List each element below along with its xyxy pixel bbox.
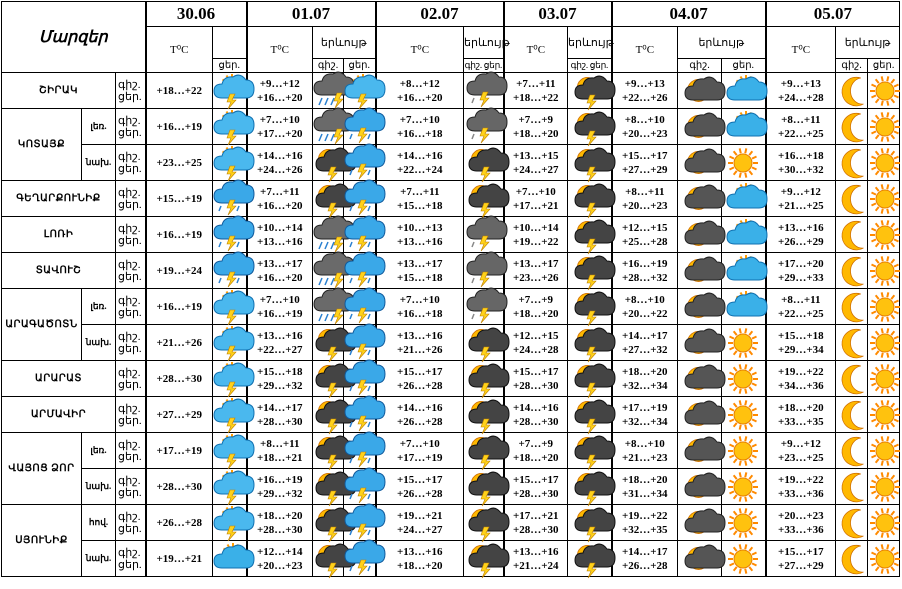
moon-storm-icon [568, 397, 612, 433]
moon-storm-icon [568, 253, 612, 289]
storm-cloud-icon [344, 361, 376, 397]
moon-storm-icon [568, 361, 612, 397]
temperature-range: +7…+9 +18…+20 [504, 289, 568, 325]
temperature-range: +7…+10 +16…+18 [376, 109, 464, 145]
moon-storm-icon [568, 181, 612, 217]
temperature-range: +8…+11 +22…+25 [766, 289, 836, 325]
region-name: ՇԻՐԱԿ [2, 73, 116, 109]
dark-cloud-storm-icon [464, 217, 504, 253]
dark-cloud-storm-icon [464, 253, 504, 289]
sun-storm-icon [213, 109, 247, 145]
temperature-range: +14…+17 +27…+32 [612, 325, 678, 361]
night-day-subheader: գիշ. ցեր. [568, 59, 612, 73]
sun-icon [722, 541, 766, 577]
dark-cloud-storm-icon [464, 73, 504, 109]
temp-header: T⁰C [376, 27, 464, 73]
subregion-label: նախ. [82, 145, 116, 181]
sun-icon [868, 109, 900, 145]
table-row [2, 541, 900, 577]
temperature-range: +14…+16 +24…+26 [247, 145, 313, 181]
phenomenon-header: երևույթ [836, 27, 900, 59]
temperature-range: +18…+20 +32…+34 [612, 361, 678, 397]
rain-night-icon [313, 109, 344, 145]
temperature-range: +15…+18 +29…+34 [766, 325, 836, 361]
temperature-range: +9…+13 +24…+28 [766, 73, 836, 109]
temperature-range: +16…+19 +28…+32 [612, 253, 678, 289]
date-header: 30.06 [146, 2, 247, 27]
storm-cloud-icon [344, 325, 376, 361]
temperature-range: +8…+12 +16…+20 [376, 73, 464, 109]
night-subheader: գիշ. [836, 59, 868, 73]
sun-cloud-icon [722, 109, 766, 145]
sun-cloud-icon [722, 181, 766, 217]
night-day-label: գիշ. ցեր. [116, 253, 146, 289]
night-day-label: գիշ. ցեր. [116, 145, 146, 181]
temperature-range: +17…+20 +29…+33 [766, 253, 836, 289]
moon-icon [836, 361, 868, 397]
sun-storm-icon [213, 289, 247, 325]
moon-storm-icon [568, 469, 612, 505]
moon-cloud-icon [678, 433, 722, 469]
temperature-range: +15…+17 +26…+28 [376, 469, 464, 505]
date-header: 02.07 [376, 2, 504, 27]
sun-icon [868, 397, 900, 433]
sun-icon [868, 289, 900, 325]
table-row [2, 217, 900, 253]
temperature-value: +19…+24 [146, 253, 213, 289]
temp-header: T⁰C [612, 27, 678, 73]
sun-storm-icon [213, 433, 247, 469]
temperature-range: +7…+11 +15…+18 [376, 181, 464, 217]
dark-cloud-storm-icon [464, 289, 504, 325]
temperature-range: +7…+11 +18…+22 [504, 73, 568, 109]
dark-cloud-storm-icon [464, 109, 504, 145]
region-column-header: Մարզեր [2, 2, 146, 73]
temperature-range: +12…+14 +20…+23 [247, 541, 313, 577]
table-row [2, 505, 900, 541]
moon-icon [836, 253, 868, 289]
moon-storm-icon [464, 433, 504, 469]
temperature-range: +14…+16 +22…+24 [376, 145, 464, 181]
storm-cloud-icon [344, 433, 376, 469]
night-day-label: գիշ. ցեր. [116, 505, 146, 541]
temperature-value: +16…+19 [146, 289, 213, 325]
moon-cloud-icon [678, 397, 722, 433]
sun-icon [868, 181, 900, 217]
blank-header [213, 27, 247, 59]
temperature-range: +16…+19 +29…+32 [247, 469, 313, 505]
sun-icon [722, 361, 766, 397]
temperature-range: +14…+16 +26…+28 [376, 397, 464, 433]
date-header: 04.07 [612, 2, 766, 27]
temperature-range: +8…+11 +20…+23 [612, 181, 678, 217]
temperature-range: +15…+17 +27…+29 [612, 145, 678, 181]
moon-storm-icon [313, 145, 344, 181]
temperature-range: +8…+11 +18…+21 [247, 433, 313, 469]
temperature-range: +18…+20 +31…+34 [612, 469, 678, 505]
temperature-range: +7…+10 +16…+19 [247, 289, 313, 325]
phenomenon-header: երևույթ [678, 27, 766, 59]
temperature-range: +14…+17 +28…+30 [247, 397, 313, 433]
subregion-label: նախ. [82, 469, 116, 505]
moon-storm-icon [313, 469, 344, 505]
moon-cloud-icon [678, 253, 722, 289]
temperature-range: +14…+17 +26…+28 [612, 541, 678, 577]
night-day-label: գիշ. ցեր. [116, 325, 146, 361]
rain-night-icon [313, 217, 344, 253]
temperature-range: +13…+16 +22…+27 [247, 325, 313, 361]
temp-header: T⁰C [504, 27, 568, 73]
region-name: ԱՐԱԳԱԾՈՏՆ [2, 289, 82, 361]
region-name: ԱՐՄԱՎԻՐ [2, 397, 116, 433]
moon-icon [836, 181, 868, 217]
moon-storm-icon [568, 433, 612, 469]
temperature-value: +26…+28 [146, 505, 213, 541]
temperature-range: +15…+17 +28…+30 [504, 469, 568, 505]
temp-header: T⁰C [766, 27, 836, 73]
sun-cloud-icon [722, 253, 766, 289]
temperature-range: +15…+18 +29…+32 [247, 361, 313, 397]
temperature-range: +13…+16 +21…+26 [376, 325, 464, 361]
storm-cloud-icon [344, 505, 376, 541]
temperature-range: +9…+12 +21…+25 [766, 181, 836, 217]
sun-icon [868, 433, 900, 469]
temperature-range: +13…+16 +26…+29 [766, 217, 836, 253]
night-day-subheader: գիշ. ցեր. [464, 59, 504, 73]
region-name: ՎԱՅՈՑ ՁՈՐ [2, 433, 82, 505]
temperature-value: +19…+21 [146, 541, 213, 577]
sun-icon [722, 145, 766, 181]
moon-storm-icon [313, 325, 344, 361]
date-header: 05.07 [766, 2, 900, 27]
storm-cloud-icon [344, 145, 376, 181]
table-row [2, 253, 900, 289]
temperature-range: +19…+21 +24…+27 [376, 505, 464, 541]
temp-header: T⁰C [146, 27, 213, 73]
temperature-value: +16…+19 [146, 217, 213, 253]
temperature-range: +8…+10 +21…+23 [612, 433, 678, 469]
region-name: ՏԱՎՈՒՇ [2, 253, 116, 289]
sun-cloud-icon [722, 73, 766, 109]
temperature-range: +7…+10 +16…+18 [376, 289, 464, 325]
region-name: ԱՐԱՐԱՏ [2, 361, 116, 397]
moon-cloud-icon [678, 181, 722, 217]
region-name: ԼՈՌԻ [2, 217, 116, 253]
sun-icon [868, 73, 900, 109]
temperature-range: +13…+17 +15…+18 [376, 253, 464, 289]
temp-header: T⁰C [247, 27, 313, 73]
temperature-range: +13…+16 +21…+24 [504, 541, 568, 577]
moon-storm-icon [568, 145, 612, 181]
sun-cloud-icon [722, 289, 766, 325]
sun-icon [722, 505, 766, 541]
night-day-label: գիշ. ցեր. [116, 361, 146, 397]
phenomenon-header: երևույթ [568, 27, 612, 59]
sun-icon [868, 469, 900, 505]
moon-icon [836, 541, 868, 577]
moon-icon [836, 433, 868, 469]
temperature-range: +13…+17 +23…+26 [504, 253, 568, 289]
storm-cloud-icon [213, 217, 247, 253]
temperature-range: +20…+23 +33…+36 [766, 505, 836, 541]
storm-cloud-icon [213, 181, 247, 217]
table-row [2, 73, 900, 109]
night-day-label: գիշ. ցեր. [116, 181, 146, 217]
moon-cloud-icon [678, 325, 722, 361]
table-row [2, 469, 900, 505]
moon-storm-icon [464, 181, 504, 217]
temperature-range: +18…+20 +28…+30 [247, 505, 313, 541]
temperature-range: +7…+11 +16…+20 [247, 181, 313, 217]
day-subheader: ցեր. [722, 59, 766, 73]
moon-icon [836, 217, 868, 253]
table-row [2, 361, 900, 397]
moon-icon [836, 325, 868, 361]
moon-cloud-icon [678, 541, 722, 577]
phenomenon-header: երևույթ [313, 27, 376, 59]
temperature-range: +19…+22 +34…+36 [766, 361, 836, 397]
temperature-range: +9…+12 +23…+25 [766, 433, 836, 469]
moon-storm-icon [464, 541, 504, 577]
rain-night-icon [313, 289, 344, 325]
sun-icon [868, 145, 900, 181]
storm-cloud-icon [344, 181, 376, 217]
subregion-label: նախ. [82, 541, 116, 577]
moon-storm-icon [313, 541, 344, 577]
temperature-value: +21…+26 [146, 325, 213, 361]
region-name: ՍՅՈՒՆԻՔ [2, 505, 82, 577]
sun-icon [868, 253, 900, 289]
moon-cloud-icon [678, 289, 722, 325]
temperature-range: +8…+10 +20…+22 [612, 289, 678, 325]
temperature-value: +17…+19 [146, 433, 213, 469]
night-day-label: գիշ. ցեր. [116, 217, 146, 253]
forecast-table [1, 1, 900, 577]
sun-storm-icon [213, 397, 247, 433]
sun-icon [722, 433, 766, 469]
moon-storm-icon [568, 217, 612, 253]
temperature-range: +17…+21 +28…+30 [504, 505, 568, 541]
moon-icon [836, 505, 868, 541]
sun-icon [868, 505, 900, 541]
night-day-label: գիշ. ցեր. [116, 541, 146, 577]
moon-storm-icon [568, 73, 612, 109]
day-subheader: ցեր. [344, 59, 376, 73]
moon-storm-icon [568, 109, 612, 145]
subregion-label: հով. [82, 505, 116, 541]
table-row [2, 109, 900, 145]
temperature-value: +28…+30 [146, 469, 213, 505]
sun-icon [868, 361, 900, 397]
moon-storm-icon [464, 361, 504, 397]
subregion-label: լեռ. [82, 109, 116, 145]
temperature-range: +18…+20 +33…+35 [766, 397, 836, 433]
table-row [2, 397, 900, 433]
temperature-range: +7…+10 +17…+19 [376, 433, 464, 469]
rain-night-icon [313, 253, 344, 289]
table-row [2, 325, 900, 361]
temperature-range: +13…+15 +24…+27 [504, 145, 568, 181]
moon-storm-icon [464, 145, 504, 181]
moon-storm-icon [313, 181, 344, 217]
temperature-range: +12…+15 +25…+28 [612, 217, 678, 253]
moon-storm-icon [313, 361, 344, 397]
temperature-range: +8…+11 +22…+25 [766, 109, 836, 145]
temperature-range: +7…+10 +17…+21 [504, 181, 568, 217]
date-header: 03.07 [504, 2, 612, 27]
temperature-range: +13…+16 +18…+20 [376, 541, 464, 577]
table-row [2, 433, 900, 469]
temperature-range: +7…+10 +17…+20 [247, 109, 313, 145]
night-day-label: գիշ. ցեր. [116, 433, 146, 469]
moon-icon [836, 145, 868, 181]
moon-storm-icon [568, 325, 612, 361]
subregion-label: լեռ. [82, 433, 116, 469]
temperature-range: +12…+15 +24…+28 [504, 325, 568, 361]
sun-storm-icon [213, 145, 247, 181]
sun-storm-icon [213, 73, 247, 109]
table-row [2, 289, 900, 325]
storm-cloud-icon [344, 469, 376, 505]
rain-night-icon [313, 73, 344, 109]
subregion-label: լեռ. [82, 289, 116, 325]
moon-icon [836, 397, 868, 433]
storm-cloud-icon [344, 397, 376, 433]
temperature-value: +28…+30 [146, 361, 213, 397]
temperature-range: +10…+14 +13…+16 [247, 217, 313, 253]
moon-icon [836, 469, 868, 505]
moon-cloud-icon [678, 361, 722, 397]
temperature-value: +16…+19 [146, 109, 213, 145]
sun-icon [722, 325, 766, 361]
moon-storm-icon [568, 505, 612, 541]
temperature-range: +16…+18 +30…+32 [766, 145, 836, 181]
phenomenon-header: երևույթ [464, 27, 504, 59]
moon-storm-icon [313, 505, 344, 541]
region-name: ԿՈՏԱՅՔ [2, 109, 82, 181]
temperature-value: +15…+19 [146, 181, 213, 217]
temperature-range: +9…+12 +16…+20 [247, 73, 313, 109]
night-subheader: գիշ. [678, 59, 722, 73]
moon-icon [836, 109, 868, 145]
subregion-label: նախ. [82, 325, 116, 361]
temperature-range: +7…+9 +18…+20 [504, 109, 568, 145]
temperature-value: +18…+22 [146, 73, 213, 109]
moon-icon [836, 73, 868, 109]
sun-icon [722, 469, 766, 505]
sun-cloud-icon [722, 217, 766, 253]
moon-storm-icon [568, 541, 612, 577]
temperature-range: +7…+9 +18…+20 [504, 433, 568, 469]
sun-icon [722, 397, 766, 433]
moon-storm-icon [568, 289, 612, 325]
temperature-range: +19…+22 +33…+36 [766, 469, 836, 505]
moon-cloud-icon [678, 109, 722, 145]
temperature-range: +9…+13 +22…+26 [612, 73, 678, 109]
sun-storm-icon [213, 325, 247, 361]
temperature-range: +13…+17 +16…+20 [247, 253, 313, 289]
moon-cloud-icon [678, 505, 722, 541]
moon-cloud-icon [678, 469, 722, 505]
moon-storm-icon [313, 433, 344, 469]
temperature-range: +8…+10 +20…+23 [612, 109, 678, 145]
moon-storm-icon [464, 397, 504, 433]
sun-storm-icon [213, 469, 247, 505]
date-header: 01.07 [247, 2, 376, 27]
storm-cloud-icon [344, 541, 376, 577]
day-subheader: ցեր. [213, 59, 247, 73]
temperature-value: +23…+25 [146, 145, 213, 181]
moon-cloud-icon [678, 145, 722, 181]
sun-icon [868, 325, 900, 361]
storm-cloud-icon [213, 253, 247, 289]
sun-cloud-icon [213, 541, 247, 577]
sun-icon [868, 217, 900, 253]
moon-storm-icon [313, 397, 344, 433]
sun-icon [868, 541, 900, 577]
sun-storm-icon [213, 361, 247, 397]
temperature-range: +10…+13 +13…+16 [376, 217, 464, 253]
temperature-value: +27…+29 [146, 397, 213, 433]
temperature-range: +19…+22 +32…+35 [612, 505, 678, 541]
moon-storm-icon [464, 505, 504, 541]
temperature-range: +10…+14 +19…+22 [504, 217, 568, 253]
temperature-range: +15…+17 +26…+28 [376, 361, 464, 397]
sun-storm-icon [213, 505, 247, 541]
table-row [2, 145, 900, 181]
moon-icon [836, 289, 868, 325]
day-subheader: ցեր. [868, 59, 900, 73]
night-subheader: գիշ. [313, 59, 344, 73]
night-day-label: գիշ. ցեր. [116, 109, 146, 145]
table-row [2, 181, 900, 217]
moon-cloud-icon [678, 217, 722, 253]
night-day-label: գիշ. ցեր. [116, 289, 146, 325]
night-day-label: գիշ. ցեր. [116, 73, 146, 109]
moon-storm-icon [464, 469, 504, 505]
night-day-label: գիշ. ցեր. [116, 397, 146, 433]
temperature-range: +17…+19 +32…+34 [612, 397, 678, 433]
moon-storm-icon [464, 325, 504, 361]
temperature-range: +15…+17 +27…+29 [766, 541, 836, 577]
moon-cloud-icon [678, 73, 722, 109]
temperature-range: +14…+16 +28…+30 [504, 397, 568, 433]
region-name: ԳԵՂԱՐՔՈՒՆԻՔ [2, 181, 116, 217]
night-day-label: գիշ. ցեր. [116, 469, 146, 505]
temperature-range: +15…+17 +28…+30 [504, 361, 568, 397]
